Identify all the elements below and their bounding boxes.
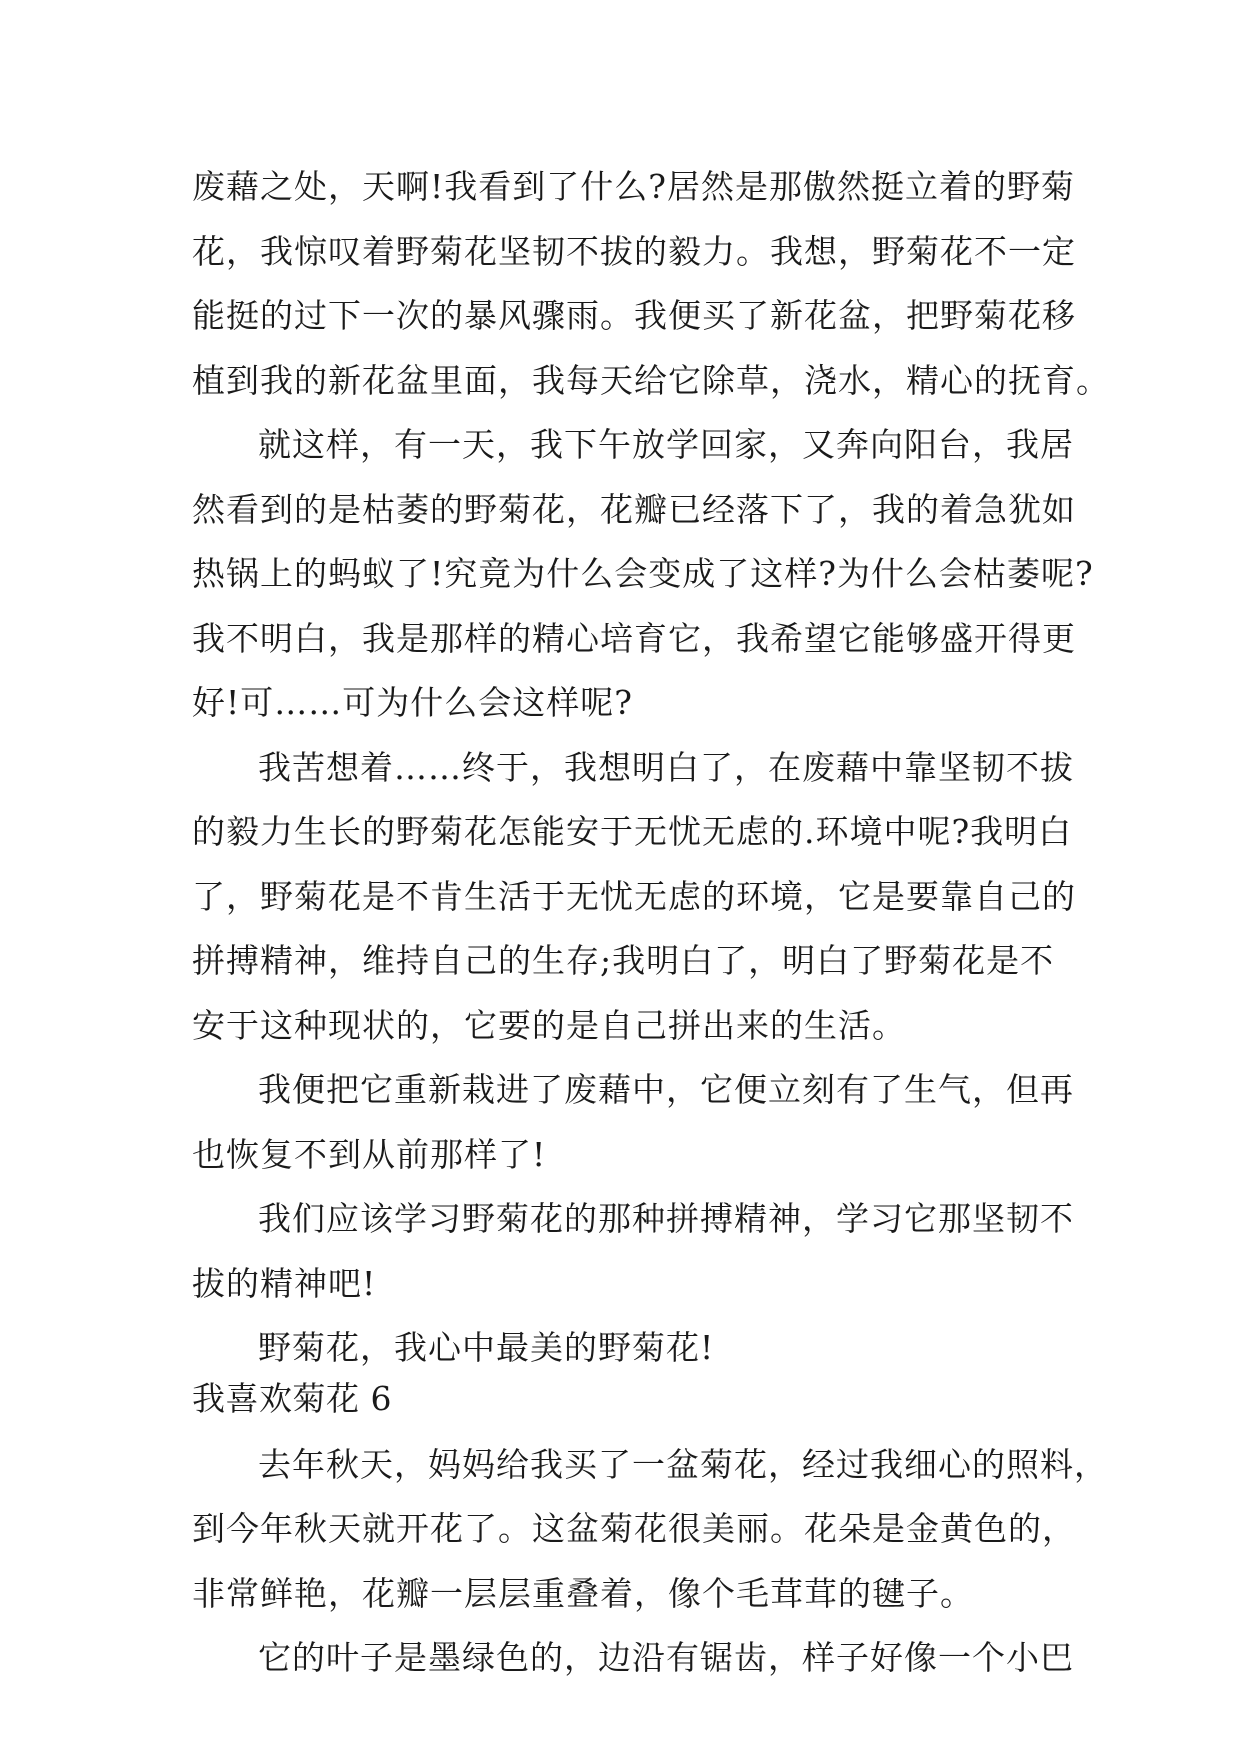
section-heading: 我喜欢菊花 6 xyxy=(192,1378,392,1418)
paragraph-line: 我苦想着……终于，我想明白了，在废藉中靠坚韧不拔 xyxy=(258,747,1074,787)
paragraph-line: 废藉之处，天啊!我看到了什么?居然是那傲然挺立着的野菊 xyxy=(192,167,1075,206)
paragraph-line: 能挺的过下一次的暴风骤雨。我便买了新花盆，把野菊花移 xyxy=(192,296,1076,335)
document-body xyxy=(192,155,1110,1691)
paragraph-line: 然看到的是枯萎的野菊花，花瓣已经落下了，我的着急犹如 xyxy=(192,489,1076,529)
paragraph-line: 也恢复不到从前那样了! xyxy=(192,1134,547,1174)
paragraph-line: 花，我惊叹着野菊花坚韧不拔的毅力。我想，野菊花不一定 xyxy=(192,231,1076,271)
paragraph-line: 我们应该学习野菊花的那种拼搏精神，学习它那坚韧不 xyxy=(258,1199,1074,1238)
paragraph-line: 到今年秋天就开花了。这盆菊花很美丽。花朵是金黄色的， xyxy=(192,1509,1076,1548)
paragraph-line: 了，野菊花是不肯生活于无忧无虑的环境，它是要靠自己的 xyxy=(192,876,1076,916)
paragraph-line: 去年秋天，妈妈给我买了一盆菊花，经过我细心的照料， xyxy=(258,1444,1108,1484)
paragraph-line: 拔的精神吧! xyxy=(192,1263,377,1303)
paragraph-line: 非常鲜艳，花瓣一层层重叠着，像个毛茸茸的毽子。 xyxy=(192,1573,974,1613)
paragraph-line: 它的叶子是墨绿色的，边沿有锯齿，样子好像一个小巴 xyxy=(258,1638,1074,1677)
paragraph-line: 拼搏精神，维持自己的生存;我明白了，明白了野菊花是不 xyxy=(192,941,1055,980)
paragraph-line: 我不明白，我是那样的精心培育它，我希望它能够盛开得更 xyxy=(192,618,1076,658)
paragraph-line: 的毅力生长的野菊花怎能安于无忧无虑的.环境中呢?我明白 xyxy=(192,812,1073,851)
paragraph-line: 野菊花，我心中最美的野菊花! xyxy=(258,1328,715,1367)
paragraph-line: 我便把它重新栽进了废藉中，它便立刻有了生气，但再 xyxy=(258,1070,1074,1109)
paragraph-line: 热锅上的蚂蚁了!究竟为什么会变成了这样?为什么会枯萎呢? xyxy=(192,554,1094,593)
paragraph-line: 植到我的新花盆里面，我每天给它除草，浇水，精心的抚育。 xyxy=(192,360,1110,400)
paragraph-line: 好!可……可为什么会这样呢? xyxy=(192,683,633,722)
paragraph-line: 就这样，有一天，我下午放学回家，又奔向阳台，我居 xyxy=(258,425,1074,464)
paragraph-line: 安于这种现状的，它要的是自己拼出来的生活。 xyxy=(192,1005,906,1045)
